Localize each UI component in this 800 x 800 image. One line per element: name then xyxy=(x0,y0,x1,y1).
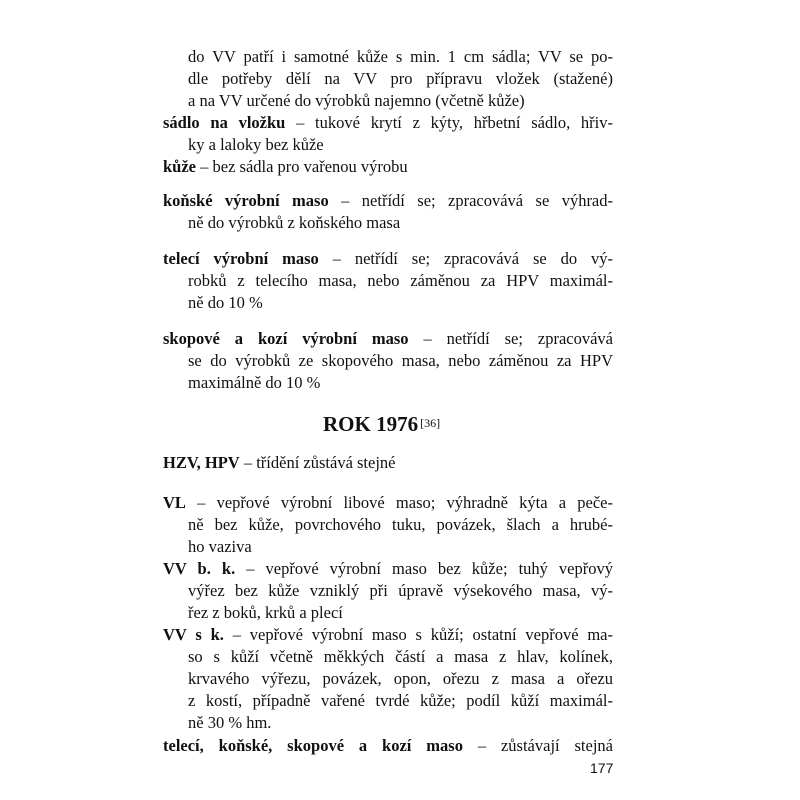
term: HZV, HPV xyxy=(163,453,240,472)
definition-text: – netřídí se; zpracovává se výhrad- xyxy=(328,191,614,210)
definition-text: – vepřové výrobní maso s kůží; ostatní vepřové ma- xyxy=(223,625,613,644)
text-line: ně bez kůže, povrchového tuku, povázek, šlach a hrubé- xyxy=(188,515,613,534)
definition-kuze xyxy=(163,156,408,177)
term: kůže xyxy=(163,157,196,176)
definition-skopove xyxy=(163,328,613,349)
text-line: ho vaziva xyxy=(188,537,252,556)
definition-hzv xyxy=(163,452,396,473)
definition-text: – netřídí se; zpracovává se do vý- xyxy=(318,249,613,268)
term: koňské výrobní maso xyxy=(163,191,329,210)
text-line: ně 30 % hm. xyxy=(188,713,272,732)
definition-text: – tukové krytí z kýty, hřbetní sádlo, hřiv- xyxy=(285,113,614,132)
text-line: so s kůží včetně měkkých částí a masa z hlav, kolínek, xyxy=(188,647,613,666)
definition-text: – zůstávají stejná xyxy=(462,736,613,755)
term: skopové a kozí výrobní maso xyxy=(163,329,409,348)
definition-text: – bez sádla pro vařenou výrobu xyxy=(196,157,408,176)
citation-ref: [36] xyxy=(420,416,441,430)
text-line: maximálně do 10 % xyxy=(188,373,321,392)
text-line: robků z telecího masa, nebo záměnou za HPV maximál- xyxy=(188,271,613,290)
definition-text: – vepřové výrobní libové maso; výhradně kýta a peče- xyxy=(185,493,613,512)
text-line: ně do 10 % xyxy=(188,293,263,312)
section-heading xyxy=(323,411,440,437)
definition-teleci xyxy=(163,248,613,269)
definition-text: – vepřové výrobní maso bez kůže; tuhý vepřový xyxy=(235,559,613,578)
term: VV s k. xyxy=(163,625,224,644)
text-line: se do výrobků ze skopového masa, nebo záměnou za HPV xyxy=(188,351,613,370)
definition-sadlo xyxy=(163,112,613,133)
definition-text: – třídění zůstává stejné xyxy=(239,453,396,472)
text-line: ně do výrobků z koňského masa xyxy=(188,213,401,232)
text-line: krvavého výřezu, povázek, opon, ořezu z masa a ořezu xyxy=(188,669,613,688)
definition-konske xyxy=(163,190,613,211)
definition-vl xyxy=(163,492,613,513)
heading-title: ROK 1976 xyxy=(323,412,419,436)
definition-text: – netřídí se; zpracovává xyxy=(408,329,614,348)
text-line: řez z boků, krků a plecí xyxy=(188,603,343,622)
text-line: do VV patří i samotné kůže s min. 1 cm sádla; VV se po- xyxy=(188,47,613,66)
term: VV b. k. xyxy=(163,559,236,578)
text-line: z kostí, případně vařené tvrdé kůže; podíl kůží maximál- xyxy=(188,691,613,710)
text-line: dle potřeby dělí na VV pro přípravu vložek (stažené) xyxy=(188,69,613,88)
term: sádlo na vložku xyxy=(163,113,286,132)
text-line: ky a laloky bez kůže xyxy=(188,135,324,154)
definition-vvbk xyxy=(163,558,613,579)
definition-ostatni xyxy=(163,735,613,756)
term: telecí výrobní maso xyxy=(163,249,319,268)
term: VL xyxy=(163,493,186,512)
text-line: výřez bez kůže vzniklý při úpravě výsekového masa, vý- xyxy=(188,581,613,600)
definition-vvsk xyxy=(163,624,613,645)
text-line: a na VV určené do výrobků najemno (včetně kůže) xyxy=(188,91,525,110)
page-number: 177 xyxy=(590,760,614,776)
term: telecí, koňské, skopové a kozí maso xyxy=(163,736,463,755)
